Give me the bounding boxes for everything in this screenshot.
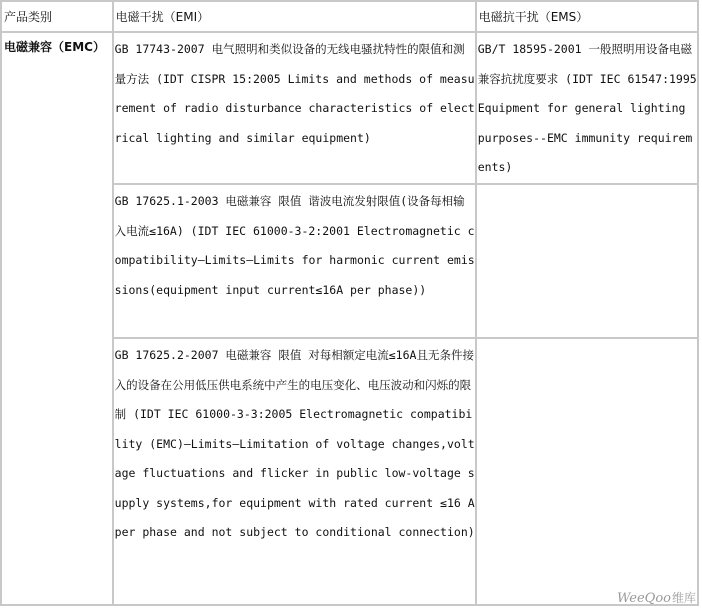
table-row [1, 32, 698, 184]
watermark-logo [617, 589, 696, 606]
header-ems: 电磁抗干扰（EMS） [476, 1, 698, 32]
emi-cell [113, 32, 476, 184]
ems-standard-text: GB/T 18595-2001 一般照明用设备电磁兼容抗扰度要求 (IDT IEC 61547:1995 Equipment for general lighting purposes--EMC immunity requirements) [477, 42, 697, 174]
ems-cell [476, 184, 698, 338]
emi-cell [113, 338, 476, 605]
header-category: 产品类别 [1, 1, 113, 32]
watermark-brand-cn: 维库 [671, 591, 696, 605]
ems-cell [476, 338, 698, 605]
ems-standard-text [478, 339, 697, 341]
watermark-brand-en: WeeQoo [616, 591, 671, 606]
emi-cell [113, 184, 476, 338]
emi-standard-text: GB 17625.2-2007 电磁兼容 限值 对每相额定电流≤16A且无条件接入的设备在公用低压供电系统中产生的电压变化、电压波动和闪烁的限制 (IDT IEC 61000-3-3:2005 Electromagnetic compatibility (EMC)—Limits—Limitation of voltage changes,voltage fluctuations and flicker in public low-voltage supply systems,for equipment with rated current ≤16 A per phase and not subject to conditional connection) [114, 348, 475, 539]
category-cell: 电磁兼容（EMC） [1, 32, 113, 605]
ems-cell [476, 32, 698, 184]
ems-standard-text [478, 185, 697, 187]
table-header-row [1, 1, 698, 32]
header-emi: 电磁干扰（EMI） [113, 1, 476, 32]
emi-standard-text: GB 17625.1-2003 电磁兼容 限值 谐波电流发射限值(设备每相输入电流≤16A) (IDT IEC 61000-3-2:2001 Electromagnetic compatibility—Limits—Limits for harmonic current emissions(equipment input current≤16A per phase)) [114, 194, 475, 297]
emi-standard-text: GB 17743-2007 电气照明和类似设备的无线电骚扰特性的限值和测量方法 (IDT CISPR 15:2005 Limits and methods of measurement of radio disturbance characteristics of electrical lighting and similar equipment) [114, 42, 475, 145]
